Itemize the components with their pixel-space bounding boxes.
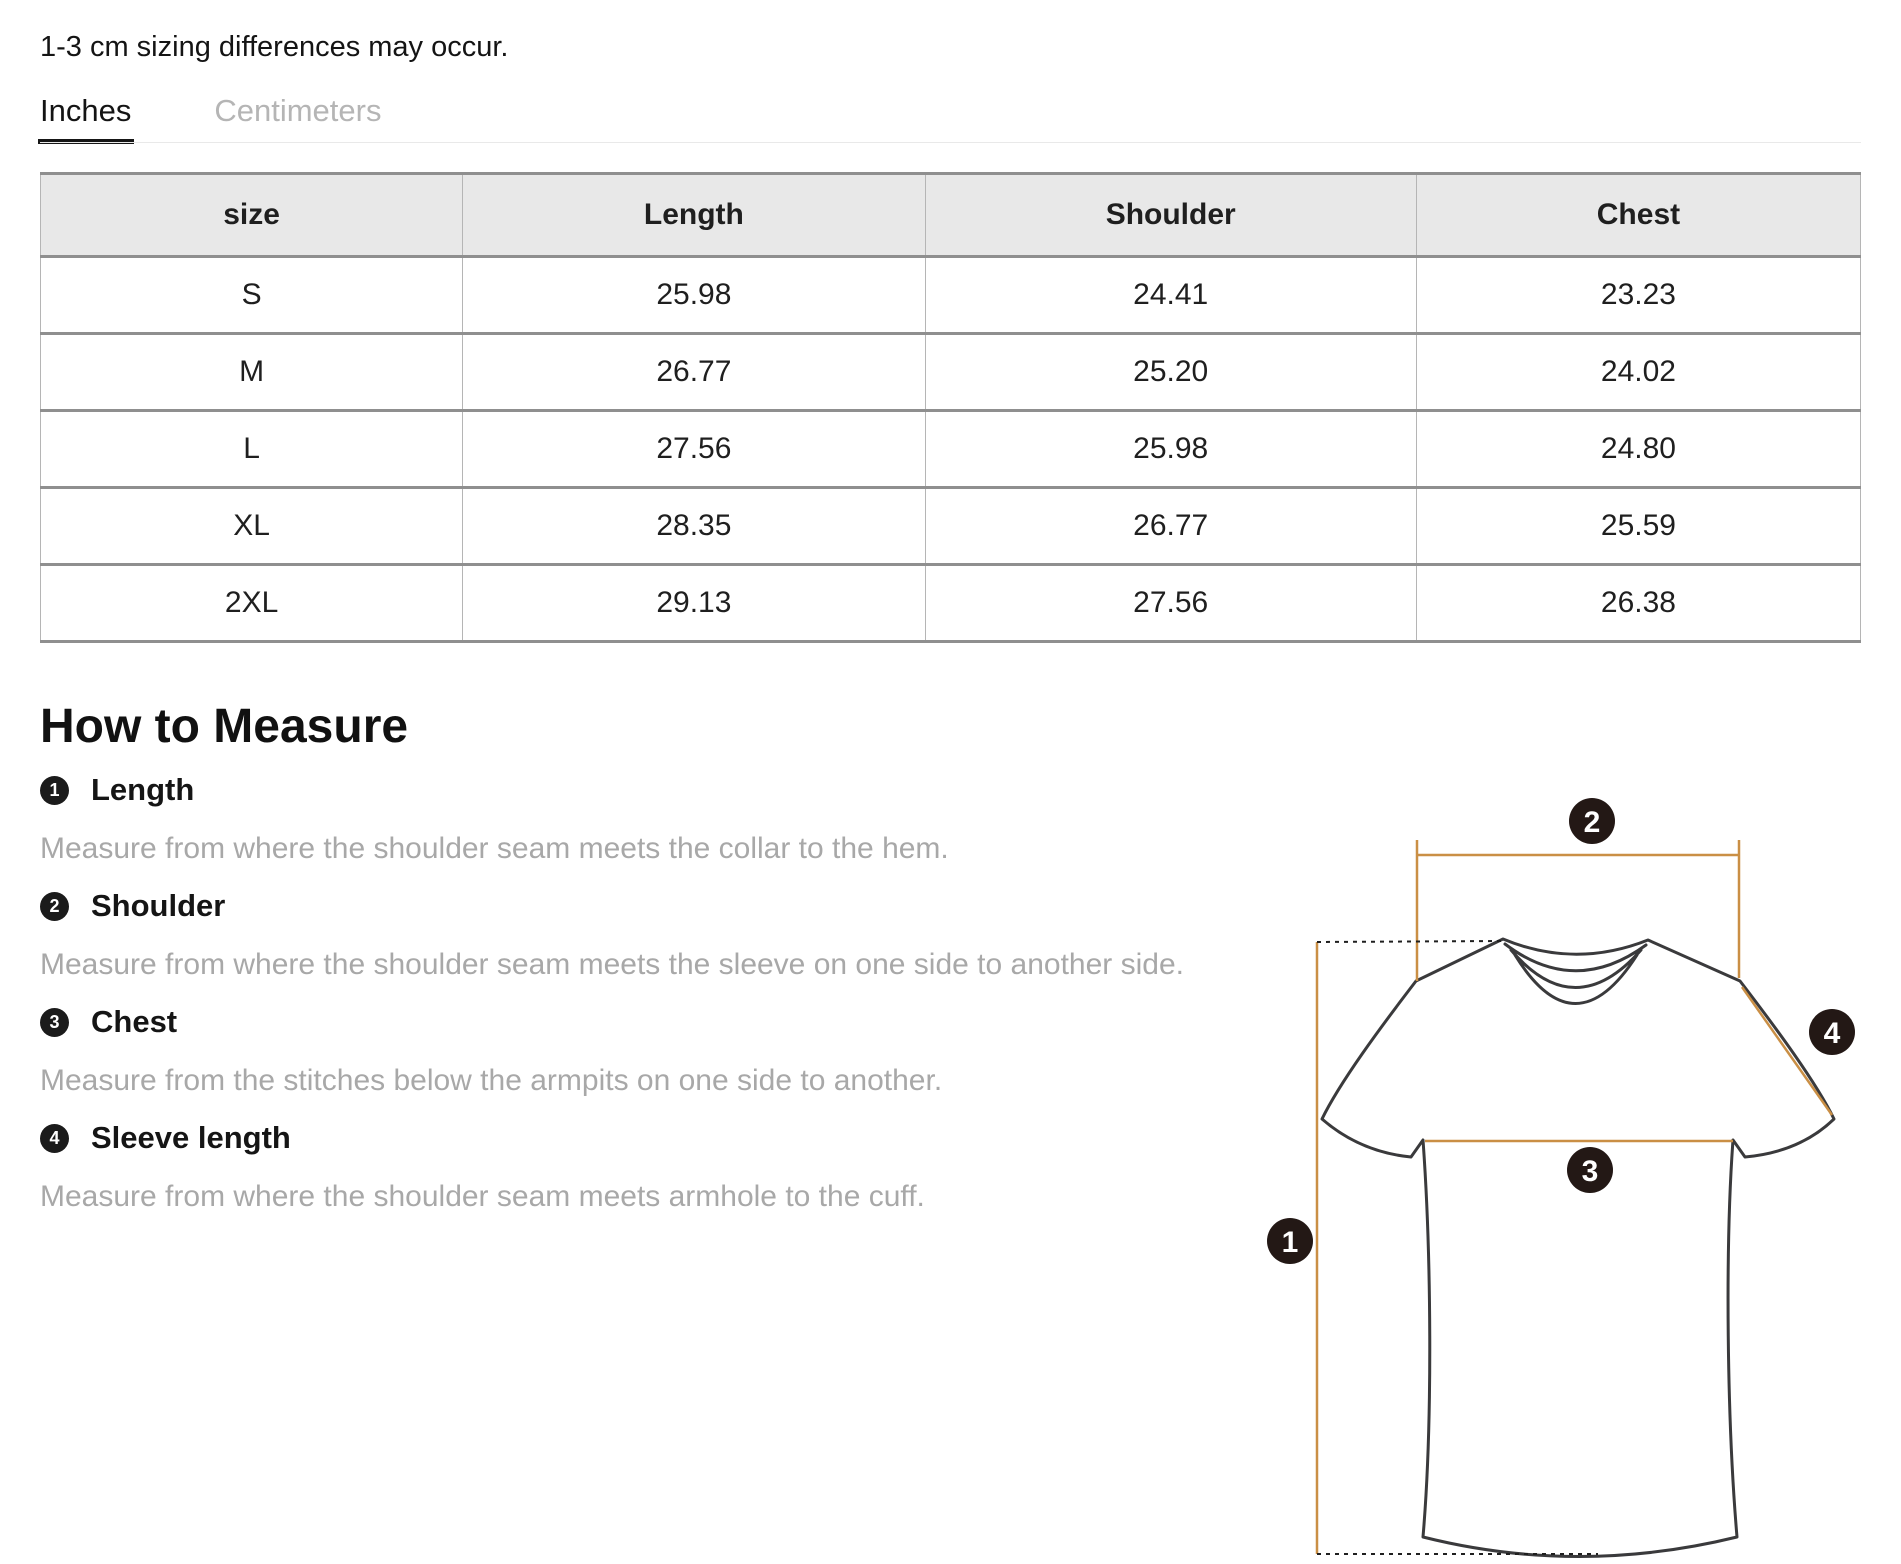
measure-item-shoulder: [40, 889, 1250, 923]
cell-size: XL: [41, 488, 463, 565]
cell-shoulder: 27.56: [925, 565, 1416, 642]
cell-length: 26.77: [463, 334, 925, 411]
cell-length: 29.13: [463, 565, 925, 642]
table-row: [41, 257, 1861, 334]
cell-shoulder: 25.98: [925, 411, 1416, 488]
cell-chest: 26.38: [1416, 565, 1860, 642]
tshirt-outline: [1322, 939, 1834, 1557]
measure-label-sleeve-length: Sleeve length: [91, 1120, 291, 1155]
cell-chest: 25.59: [1416, 488, 1860, 565]
svg-text:4: 4: [1823, 1016, 1841, 1050]
step-2-badge: 2: [40, 892, 69, 921]
cell-shoulder: 25.20: [925, 334, 1416, 411]
tab-centimeters-label: Centimeters: [214, 93, 382, 128]
measure-item-chest: [40, 1005, 1250, 1039]
table-row: [41, 488, 1861, 565]
measure-label-chest: Chest: [91, 1004, 178, 1039]
cell-length: 25.98: [463, 257, 925, 334]
measure-desc-shoulder: Measure from where the shoulder seam meets the sleeve on one side to another side.: [40, 948, 1184, 981]
unit-tabs: [40, 94, 1861, 144]
col-header-length: Length: [463, 174, 925, 257]
diagram-badge-2: [1569, 798, 1615, 844]
cell-size: S: [41, 257, 463, 334]
svg-text:1: 1: [1281, 1225, 1299, 1259]
dotted-collar-guide: [1317, 941, 1503, 942]
sizing-note: 1-3 cm sizing differences may occur.: [40, 31, 509, 63]
cell-size: L: [41, 411, 463, 488]
cell-chest: 23.23: [1416, 257, 1860, 334]
size-table: [40, 172, 1861, 643]
tshirt-measure-diagram: [1255, 770, 1880, 1564]
measure-list: [40, 773, 1250, 1215]
unit-tabs-row: [40, 94, 1861, 144]
svg-text:3: 3: [1581, 1154, 1599, 1188]
measure-desc-sleeve-length: Measure from where the shoulder seam meets armhole to the cuff.: [40, 1180, 925, 1213]
cell-length: 27.56: [463, 411, 925, 488]
step-4-badge: 4: [40, 1124, 69, 1153]
measure-label-shoulder: Shoulder: [91, 888, 226, 923]
measure-desc-chest: Measure from the stitches below the armpits on one side to another.: [40, 1064, 943, 1097]
cell-size: M: [41, 334, 463, 411]
measure-label-length: Length: [91, 772, 195, 807]
table-row: [41, 411, 1861, 488]
cell-length: 28.35: [463, 488, 925, 565]
col-header-chest: Chest: [1416, 174, 1860, 257]
size-table-header-row: [41, 174, 1861, 257]
diagram-badge-4: [1809, 1009, 1855, 1055]
cell-size: 2XL: [41, 565, 463, 642]
how-to-measure-title: How to Measure: [40, 700, 409, 753]
table-row: [41, 565, 1861, 642]
diagram-badge-3: [1567, 1147, 1613, 1193]
col-header-size: size: [41, 174, 463, 257]
cell-chest: 24.80: [1416, 411, 1860, 488]
tab-inches-label: Inches: [40, 93, 132, 128]
measure-item-length: [40, 773, 1250, 807]
cell-shoulder: 24.41: [925, 257, 1416, 334]
tabs-divider: [40, 142, 1861, 143]
svg-text:2: 2: [1583, 805, 1601, 839]
measure-item-sleeve-length: [40, 1121, 1250, 1155]
cell-chest: 24.02: [1416, 334, 1860, 411]
tab-inches[interactable]: [40, 94, 131, 144]
diagram-badge-1: [1267, 1218, 1313, 1264]
step-1-badge: 1: [40, 776, 69, 805]
table-row: [41, 334, 1861, 411]
step-3-badge: 3: [40, 1008, 69, 1037]
col-header-shoulder: Shoulder: [925, 174, 1416, 257]
tab-centimeters[interactable]: [214, 94, 381, 144]
measure-desc-length: Measure from where the shoulder seam meets the collar to the hem.: [40, 832, 949, 865]
cell-shoulder: 26.77: [925, 488, 1416, 565]
